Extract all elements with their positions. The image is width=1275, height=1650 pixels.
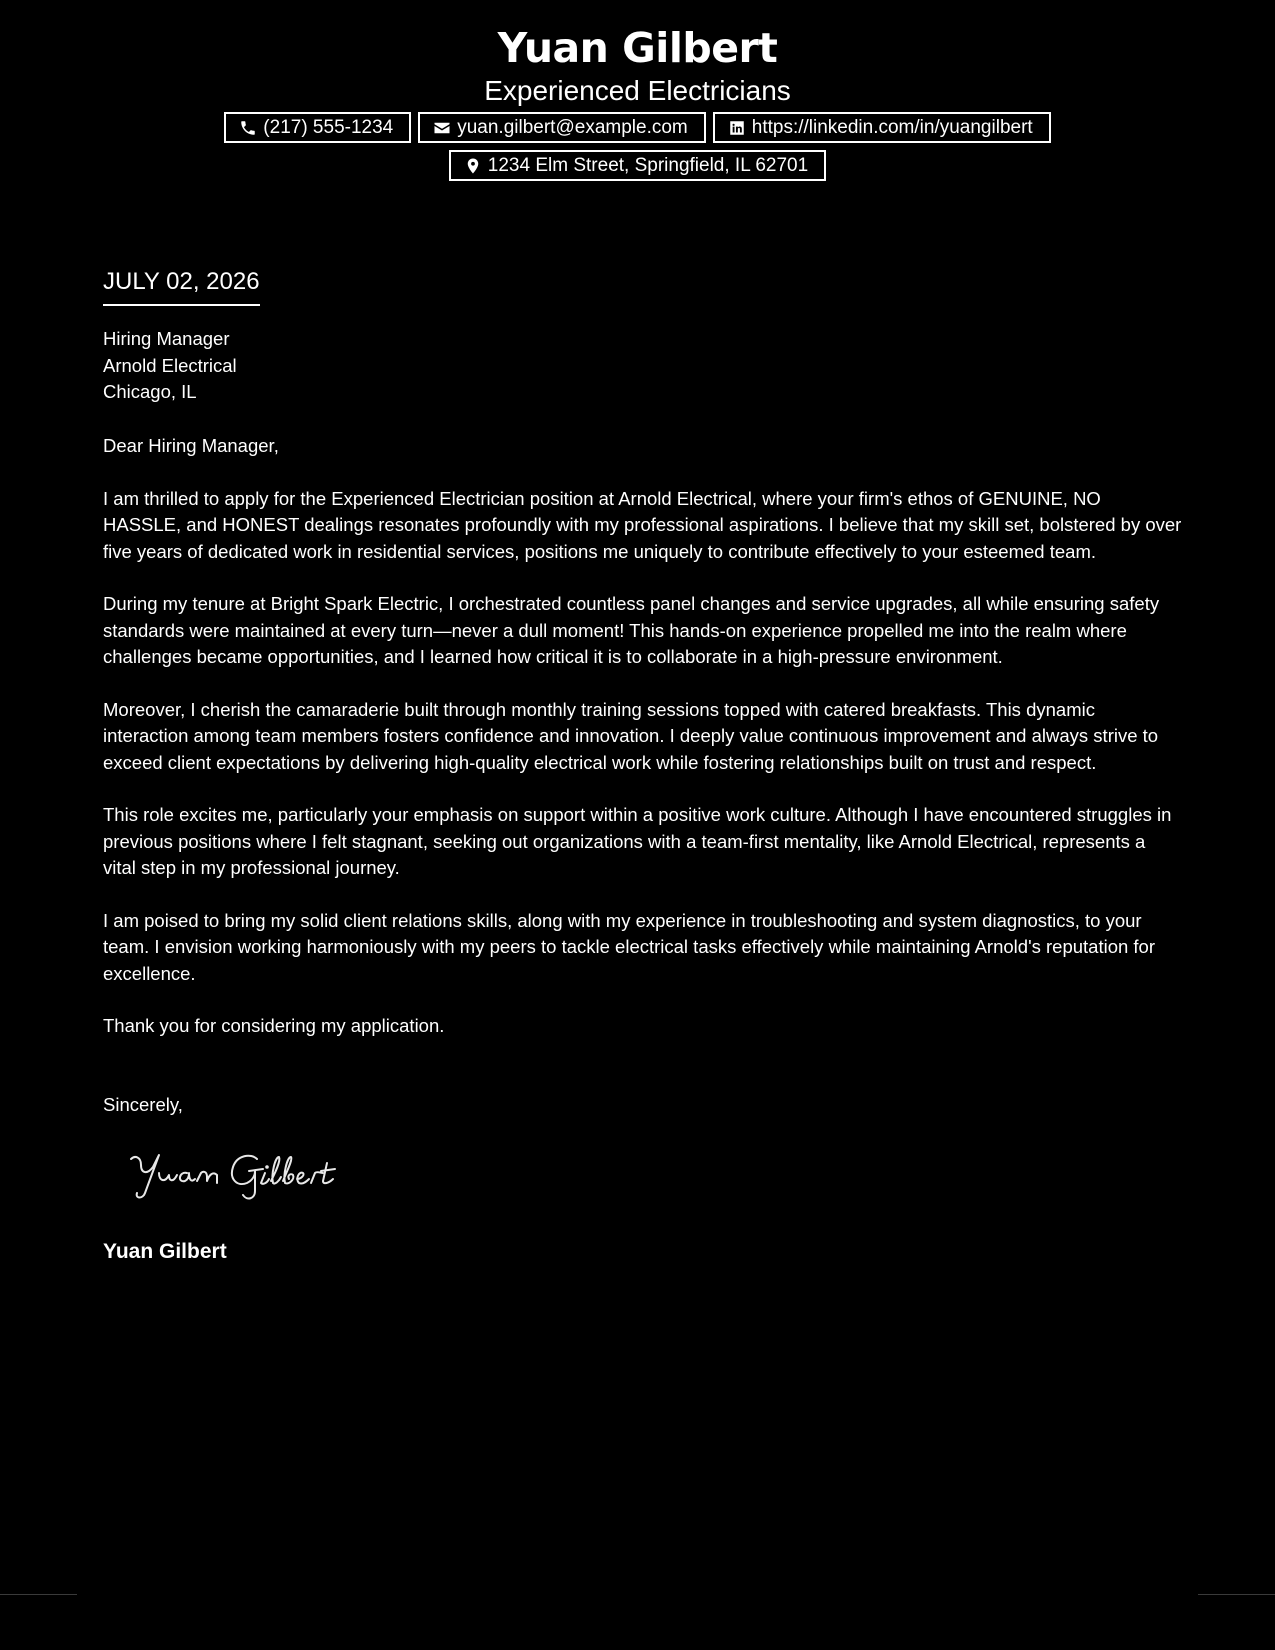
signature-image — [125, 1145, 345, 1205]
email-contact[interactable] — [418, 112, 706, 143]
envelope-icon — [433, 119, 451, 137]
recipient-name: Hiring Manager — [103, 328, 230, 349]
salutation: Dear Hiring Manager, — [103, 435, 279, 456]
address-row — [0, 150, 1275, 181]
body-paragraph: During my tenure at Bright Spark Electric, I orchestrated countless panel changes and service upgrades, all while ensuring safety standards were maintained at every turn—never a dull moment! This hands-on experience propelled me into the realm where challenges became opportunities, and I learned how critical it is to collaborate in a high-pressure environment. — [103, 593, 1160, 667]
applicant-name: Yuan Gilbert — [497, 24, 778, 72]
recipient-location: Chicago, IL — [103, 381, 197, 402]
footer-divider-left — [0, 1594, 77, 1595]
letter-date: JULY 02, 2026 — [103, 266, 260, 306]
linkedin-icon — [728, 119, 746, 137]
body-paragraph: I am thrilled to apply for the Experienced Electrician position at Arnold Electrical, where your firm's ethos of GENUINE, NO HASSLE, and HONEST dealings resonates profoundly with my professional aspirations. I believe that my skill set, bolstered by over five years of dedicated work in residential services, positions me uniquely to contribute effectively to your esteemed team. — [103, 487, 1182, 562]
recipient-company: Arnold Electrical — [103, 354, 237, 376]
letter-body — [103, 433, 1183, 1066]
thank-you-line: Thank you for considering my application. — [103, 1015, 445, 1036]
closing-line: Sincerely, — [103, 1094, 183, 1115]
email-text: yuan.gilbert@example.com — [457, 116, 688, 138]
phone-text: (217) 555-1234 — [263, 116, 394, 138]
applicant-title: Experienced Electricians — [484, 75, 791, 106]
body-paragraph: This role excites me, particularly your emphasis on support within a positive work culture. Although I have encountered struggles in previous positions where I felt stagnant, seeking out organizations with a team-first mentality, like Arnold Electrical, represents a vital step in my professional journey. — [103, 804, 1172, 878]
letter-header — [0, 22, 1275, 181]
contact-row — [0, 112, 1275, 143]
phone-icon — [239, 119, 257, 137]
footer-divider-right — [1198, 1594, 1275, 1595]
linkedin-contact[interactable] — [713, 112, 1051, 143]
recipient-block — [103, 326, 237, 406]
phone-contact[interactable] — [224, 112, 411, 143]
address-text: 1234 Elm Street, Springfield, IL 62701 — [487, 154, 809, 176]
linkedin-text: https://linkedin.com/in/yuangilbert — [751, 116, 1033, 138]
map-marker-icon — [464, 157, 482, 175]
address-contact[interactable] — [449, 150, 826, 181]
body-paragraph: I am poised to bring my solid client relations skills, along with my experience in troubleshooting and system diagnostics, to your team. I envision working harmoniously with my peers to tackle electrical tasks effectively while maintaining Arnold's reputation for excellence. — [103, 909, 1156, 984]
body-paragraph: Moreover, I cherish the camaraderie built through monthly training sessions topped with catered breakfasts. This dynamic interaction among team members fosters confidence and innovation. I deeply value continuous improvement and always strive to exceed client expectations by delivering high-quality electrical work while fostering relationships built on trust and respect. — [103, 698, 1159, 773]
signed-name: Yuan Gilbert — [103, 1240, 227, 1263]
